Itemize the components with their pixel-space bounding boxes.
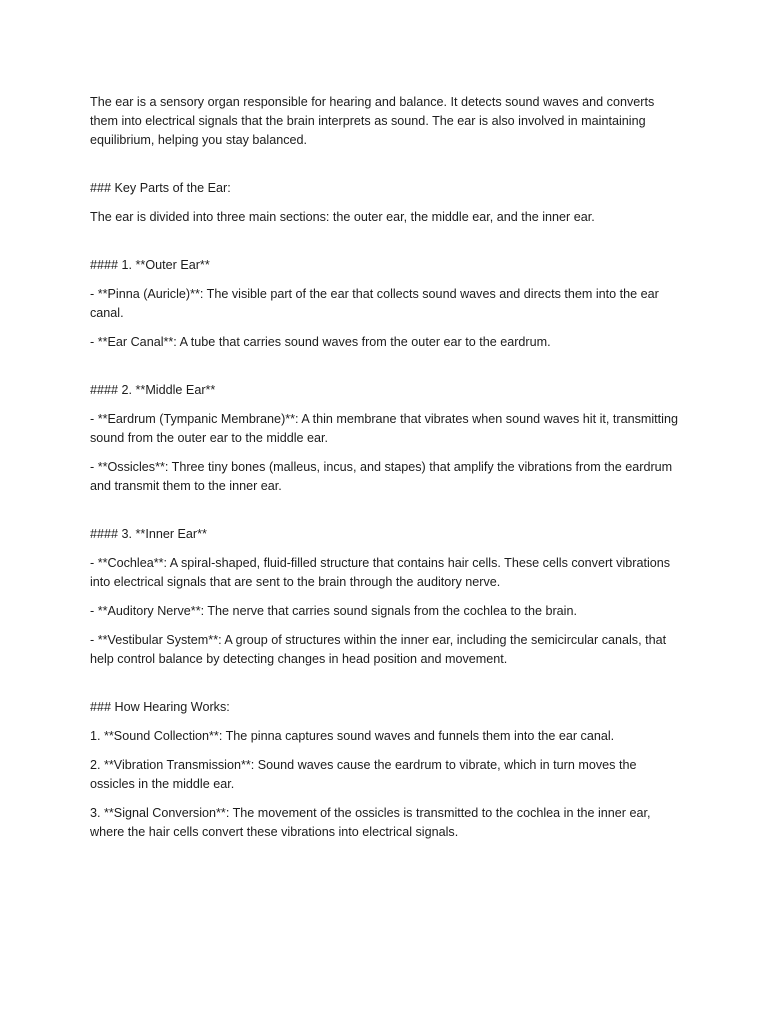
key-parts-heading: ### Key Parts of the Ear: <box>90 181 231 195</box>
middle-ear-heading: #### 2. **Middle Ear** <box>90 383 216 397</box>
outer-ear-heading: #### 1. **Outer Ear** <box>90 258 210 272</box>
list-item: - **Pinna (Auricle)**: The visible part of the ear that collects sound waves and directs them into the ear canal. <box>90 287 659 320</box>
list-item: - **Eardrum (Tympanic Membrane)**: A thin membrane that vibrates when sound waves hit it, transmitting sound from the outer ear to the middle ear. <box>90 412 678 445</box>
list-item: - **Cochlea**: A spiral-shaped, fluid-filled structure that contains hair cells. These cells convert vibrations into electrical signals that are sent to the brain through the auditory nerve. <box>90 556 671 589</box>
list-item: 3. **Signal Conversion**: The movement of the ossicles is transmitted to the cochlea in the inner ear, where the hair cells convert these vibrations into electrical signals. <box>90 806 651 839</box>
list-item: 1. **Sound Collection**: The pinna captures sound waves and funnels them into the ear canal. <box>90 729 615 743</box>
list-item: - **Ossicles**: Three tiny bones (malleus, incus, and stapes) that amplify the vibrations from the eardrum and transmit them to the inner ear. <box>90 460 673 493</box>
intro-paragraph: The ear is a sensory organ responsible for hearing and balance. It detects sound waves and converts them into electrical signals that the brain interprets as sound. The ear is also involved in maintaining equilibrium, helping you stay balanced. <box>90 95 655 147</box>
key-parts-paragraph: The ear is divided into three main sections: the outer ear, the middle ear, and the inner ear. <box>90 210 595 224</box>
list-item: - **Ear Canal**: A tube that carries sound waves from the outer ear to the eardrum. <box>90 335 551 349</box>
how-hearing-works-heading: ### How Hearing Works: <box>90 700 230 714</box>
list-item: 2. **Vibration Transmission**: Sound waves cause the eardrum to vibrate, which in turn moves the ossicles in the middle ear. <box>90 758 637 791</box>
inner-ear-heading: #### 3. **Inner Ear** <box>90 527 207 541</box>
list-item: - **Auditory Nerve**: The nerve that carries sound signals from the cochlea to the brain. <box>90 604 577 618</box>
list-item: - **Vestibular System**: A group of structures within the inner ear, including the semicircular canals, that help control balance by detecting changes in head position and movement. <box>90 633 667 666</box>
